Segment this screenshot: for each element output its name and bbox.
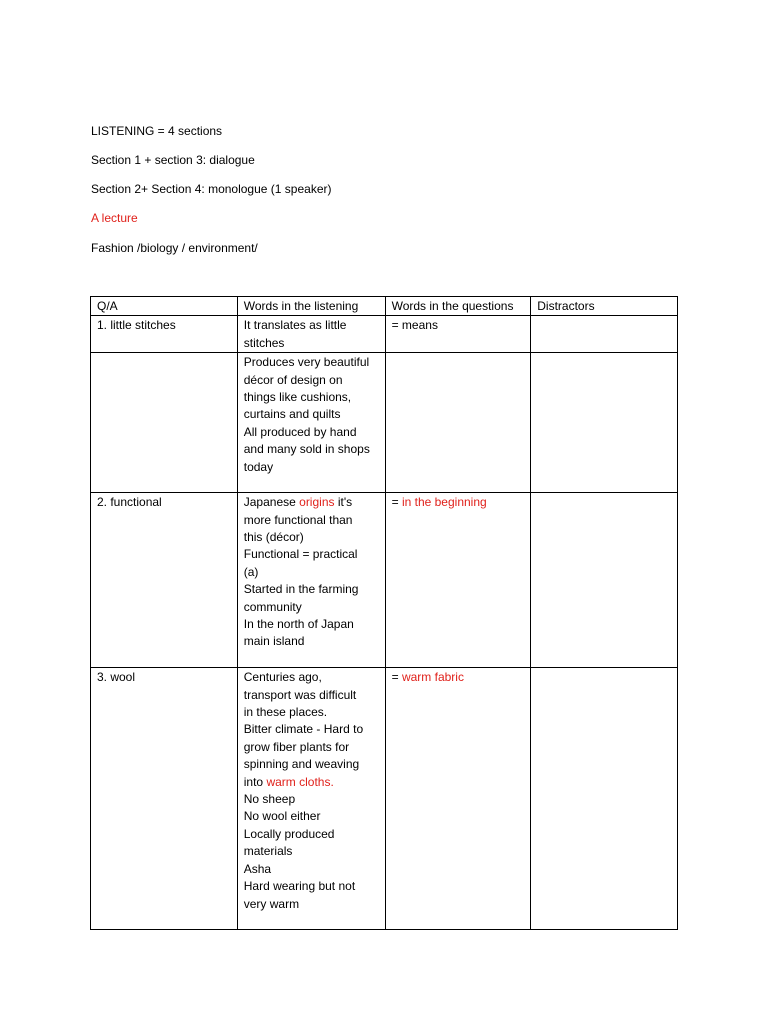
cell-qa: 2. functional xyxy=(91,493,238,668)
listening-line: Asha xyxy=(243,861,272,876)
listening-line: grow fiber plants for xyxy=(243,739,350,754)
listening-line: Functional = practical xyxy=(243,547,358,562)
listening-line: curtains and quilts xyxy=(243,407,341,422)
cell-question: = warm fabric xyxy=(385,668,531,930)
intro-line-topics: Fashion /biology / environment/ xyxy=(91,241,258,255)
listening-line: things like cushions, xyxy=(243,390,352,405)
header-qa: Q/A xyxy=(91,297,238,316)
header-listening: Words in the listening xyxy=(237,297,385,316)
cell-distractor xyxy=(531,668,678,930)
listening-line: (a) xyxy=(243,564,259,579)
listening-line: today xyxy=(243,459,274,474)
intro-line-lecture: A lecture xyxy=(91,211,138,225)
listening-line: No sheep xyxy=(243,792,296,807)
listening-line: into warm cloths. xyxy=(243,774,334,789)
listening-line: transport was difficult xyxy=(243,687,357,702)
listening-line: décor of design on xyxy=(243,372,343,387)
listening-line: Bitter climate - Hard to xyxy=(243,722,364,737)
cell-qa xyxy=(91,353,238,493)
listening-line: community xyxy=(243,599,302,614)
listening-line: Started in the farming xyxy=(243,582,359,597)
listening-line: In the north of Japan xyxy=(243,617,354,632)
intro-line-listening: LISTENING = 4 sections xyxy=(91,124,223,138)
header-distractors: Distractors xyxy=(531,297,678,316)
table-row xyxy=(91,493,678,668)
cell-listening xyxy=(237,493,385,668)
listening-line: Japanese origins it's xyxy=(243,495,353,510)
cell-distractor xyxy=(531,316,678,353)
listening-line: All produced by hand xyxy=(243,424,357,439)
listening-line: Centuries ago, xyxy=(243,670,322,685)
listening-line: stitches xyxy=(243,335,285,350)
listening-line: materials xyxy=(243,844,293,859)
listening-line: Hard wearing but not xyxy=(243,879,356,894)
cell-distractor xyxy=(531,493,678,668)
table-row xyxy=(91,316,678,353)
cell-question xyxy=(385,353,531,493)
cell-qa: 1. little stitches xyxy=(91,316,238,353)
listening-line: It translates as little xyxy=(243,318,347,333)
listening-line: and many sold in shops xyxy=(243,442,370,457)
highlight-origins: origins xyxy=(299,495,335,510)
cell-question: = in the beginning xyxy=(385,493,531,668)
cell-listening xyxy=(237,316,385,353)
listening-line: very warm xyxy=(243,896,300,911)
intro-line-sections-1-3: Section 1 + section 3: dialogue xyxy=(91,153,255,167)
listening-line: in these places. xyxy=(243,705,328,720)
listening-line: No wool either xyxy=(243,809,321,824)
highlight-warm-fabric: warm fabric xyxy=(401,670,464,685)
cell-qa: 3. wool xyxy=(91,668,238,930)
notes-table xyxy=(90,296,678,930)
table-row xyxy=(91,668,678,930)
cell-question: = means xyxy=(385,316,531,353)
listening-line: spinning and weaving xyxy=(243,757,360,772)
intro-line-sections-2-4: Section 2+ Section 4: monologue (1 speaker) xyxy=(91,182,332,196)
highlight-warm-cloths: warm cloths. xyxy=(266,774,334,789)
listening-line: Produces very beautiful xyxy=(243,355,370,370)
cell-distractor xyxy=(531,353,678,493)
header-questions: Words in the questions xyxy=(385,297,531,316)
table-header-row xyxy=(91,297,678,316)
cell-listening xyxy=(237,353,385,493)
listening-line: this (décor) xyxy=(243,530,304,545)
highlight-in-the-beginning: in the beginning xyxy=(401,495,487,510)
listening-line: main island xyxy=(243,634,305,649)
listening-line: Locally produced xyxy=(243,826,335,841)
cell-listening xyxy=(237,668,385,930)
table-row xyxy=(91,353,678,493)
listening-line: more functional than xyxy=(243,512,353,527)
